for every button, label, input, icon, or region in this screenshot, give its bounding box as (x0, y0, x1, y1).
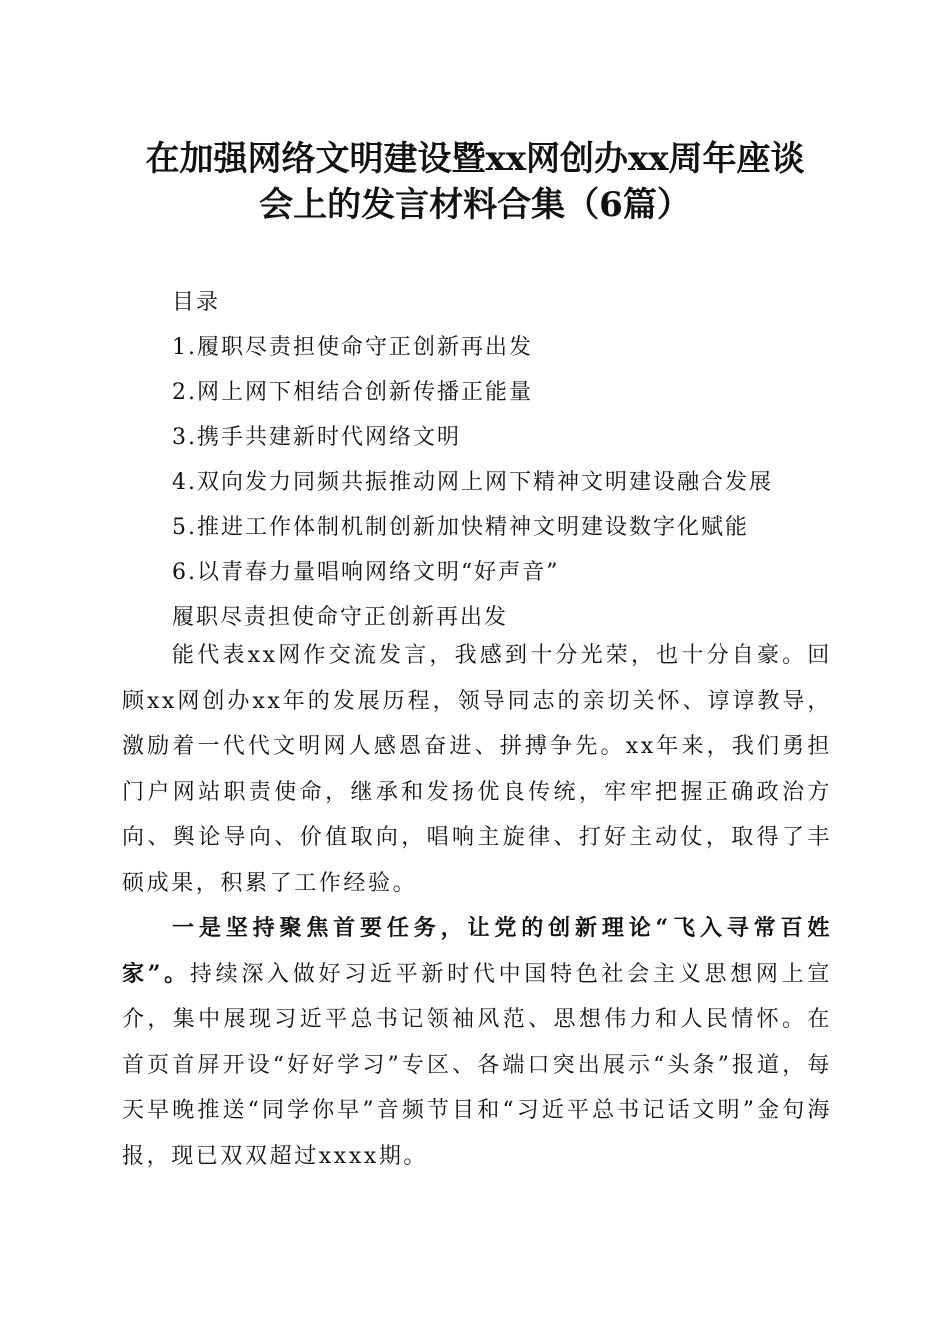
paragraph-2 (122, 906, 832, 1179)
paragraph-2-lead: 一是坚持聚焦首要任务，让党的创新理论“飞入寻常百姓家”。 (122, 915, 832, 987)
toc-item-2[interactable]: 2.网上网下相结合创新传播正能量 (172, 380, 533, 405)
toc-item-5[interactable]: 5.推进工作体制机制创新加快精神文明建设数字化赋能 (172, 515, 749, 540)
toc-item-6[interactable]: 6.以青春力量唱响网络文明“好声音” (172, 560, 560, 585)
document-title (100, 136, 850, 228)
toc-item-3[interactable]: 3.携手共建新时代网络文明 (172, 425, 461, 450)
table-of-contents (172, 280, 872, 640)
toc-heading: 目录 (172, 290, 221, 315)
toc-item-4[interactable]: 4.双向发力同频共振推动网上网下精神文明建设融合发展 (172, 470, 773, 495)
title-line-2: 会上的发言材料合集（6篇） (259, 185, 691, 225)
paragraph-2-rest: 持续深入做好习近平新时代中国特色社会主义思想网上宣介，集中展现习近平总书记领袖风范、思想伟力和人民情怀。在首页首屏开设“好好学习”专区、各端口突出展示“头条”报道，每天早晚推送“同学你早”音频节目和“习近平总书记话文明”金句海报，现已双双超过xxxx期。 (122, 961, 832, 1169)
body-text (122, 633, 832, 1179)
toc-item-1[interactable]: 1.履职尽责担使命守正创新再出发 (172, 335, 533, 360)
section-title: 履职尽责担使命守正创新再出发 (172, 605, 509, 630)
paragraph-1: 能代表xx网作交流发言，我感到十分光荣，也十分自豪。回顾xx网创办xx年的发展历程，领导同志的亲切关怀、谆谆教导，激励着一代代文明网人感恩奋进、拼搏争先。xx年来，我们勇担门户网站职责使命，继承和发扬优良传统，牢牢把握正确政治方向、舆论导向、价值取向，唱响主旋律、打好主动仗，取得了丰硕成果，积累了工作经验。 (122, 643, 832, 896)
title-line-1: 在加强网络文明建设暨xx网创办xx周年座谈 (145, 139, 805, 179)
